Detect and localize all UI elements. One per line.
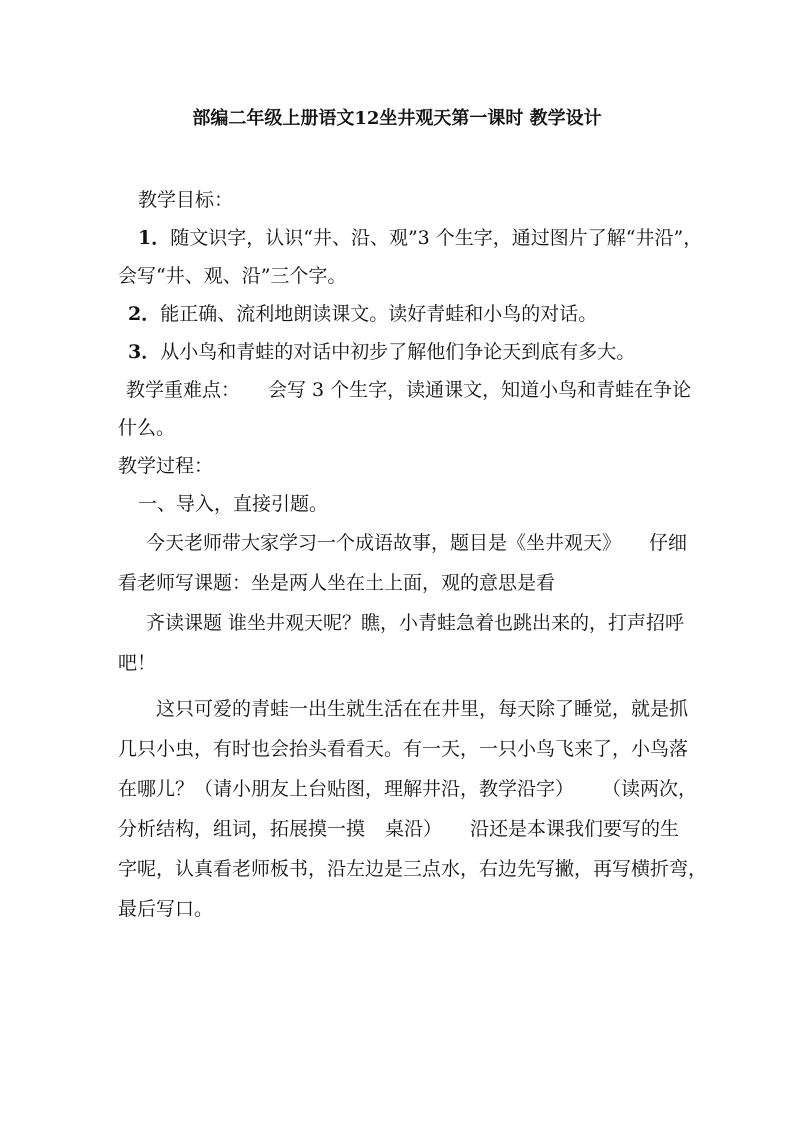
objective-item-2-text: 能正确、流利地朗读课文。读好青蛙和小鸟的对话。 [160,303,598,325]
step-1-title: 一、导入，直接引题。 [138,493,329,515]
paragraph-1-line-1-text: 今天老师带大家学习一个成语故事，题目是《坐井观天》 [146,532,622,554]
paragraph-3-line-4 [118,809,684,849]
paragraph-3-line-4-end: 沿还是本课我们要写的生 [470,818,680,840]
paragraph-3 [118,689,708,929]
key-points-label: 教学重难点： [126,379,241,401]
objective-item-1-text: 随文识字，认识“井、沿、观”3 个生字，通过图片了解“井沿”， [170,227,703,249]
objectives-heading: 教学目标： [138,189,234,211]
process-heading: 教学过程： [118,455,214,477]
paragraph-3-line-4-text: 分析结构，组词，拓展摸一摸 [118,818,366,840]
objective-item-1-line-2: 会写“井、观、沿”三个字。 [118,265,347,287]
paragraph-3-line-6: 最后写口。 [118,898,214,920]
paragraph-3-line-3 [118,769,698,809]
paragraph-2 [118,603,684,683]
objective-item-2-number: 2． [128,303,161,325]
paragraph-3-line-2: 几只小虫，有时也会抬头看看天。有一天，一只小鸟飞来了，小鸟落 [118,738,689,760]
key-points-line-1 [118,371,692,409]
key-points-text: 会写 3 个生字，读通课文，知道小鸟和青蛙在争论 [268,379,692,401]
objective-item-2 [118,295,684,333]
paragraph-3-line-3-end: （读两次， [602,778,698,800]
paragraph-3-line-4-mid: 桌沿） [385,818,443,840]
objective-item-3-number: 3． [128,341,161,363]
objective-item-1-line-1 [118,219,703,257]
paragraph-1 [118,523,688,603]
objective-item-3 [118,333,684,371]
paragraph-3-line-5: 字呢，认真看老师板书，沿左边是三点水，右边先写撇，再写横折弯， [118,858,708,880]
key-points-line-2: 什么。 [118,417,176,439]
document-body [118,181,708,929]
paragraph-1-line-1 [118,523,688,563]
paragraph-3-line-3-text: 在哪儿？（请小朋友上台贴图，理解井沿，教学沿字） [118,778,575,800]
paragraph-2-line-1: 齐读课题 谁坐井观天呢？瞧，小青蛙急着也跳出来的，打声招呼 [146,612,685,634]
paragraph-2-line-2: 吧！ [118,652,157,674]
document-title: 部编二年级上册语文12坐井观天第一课时 教学设计 [192,108,602,129]
paragraph-1-line-1-end: 仔细 [649,532,688,554]
paragraph-1-line-2: 看老师写课题：坐是两人坐在土上面，观的意思是看 [118,572,556,594]
paragraph-3-line-1: 这只可爱的青蛙一出生就生活在在井里，每天除了睡觉，就是抓 [156,698,689,720]
objective-item-3-text: 从小鸟和青蛙的对话中初步了解他们争论天到底有多大。 [160,341,636,363]
objective-item-1-number: 1． [138,227,171,249]
